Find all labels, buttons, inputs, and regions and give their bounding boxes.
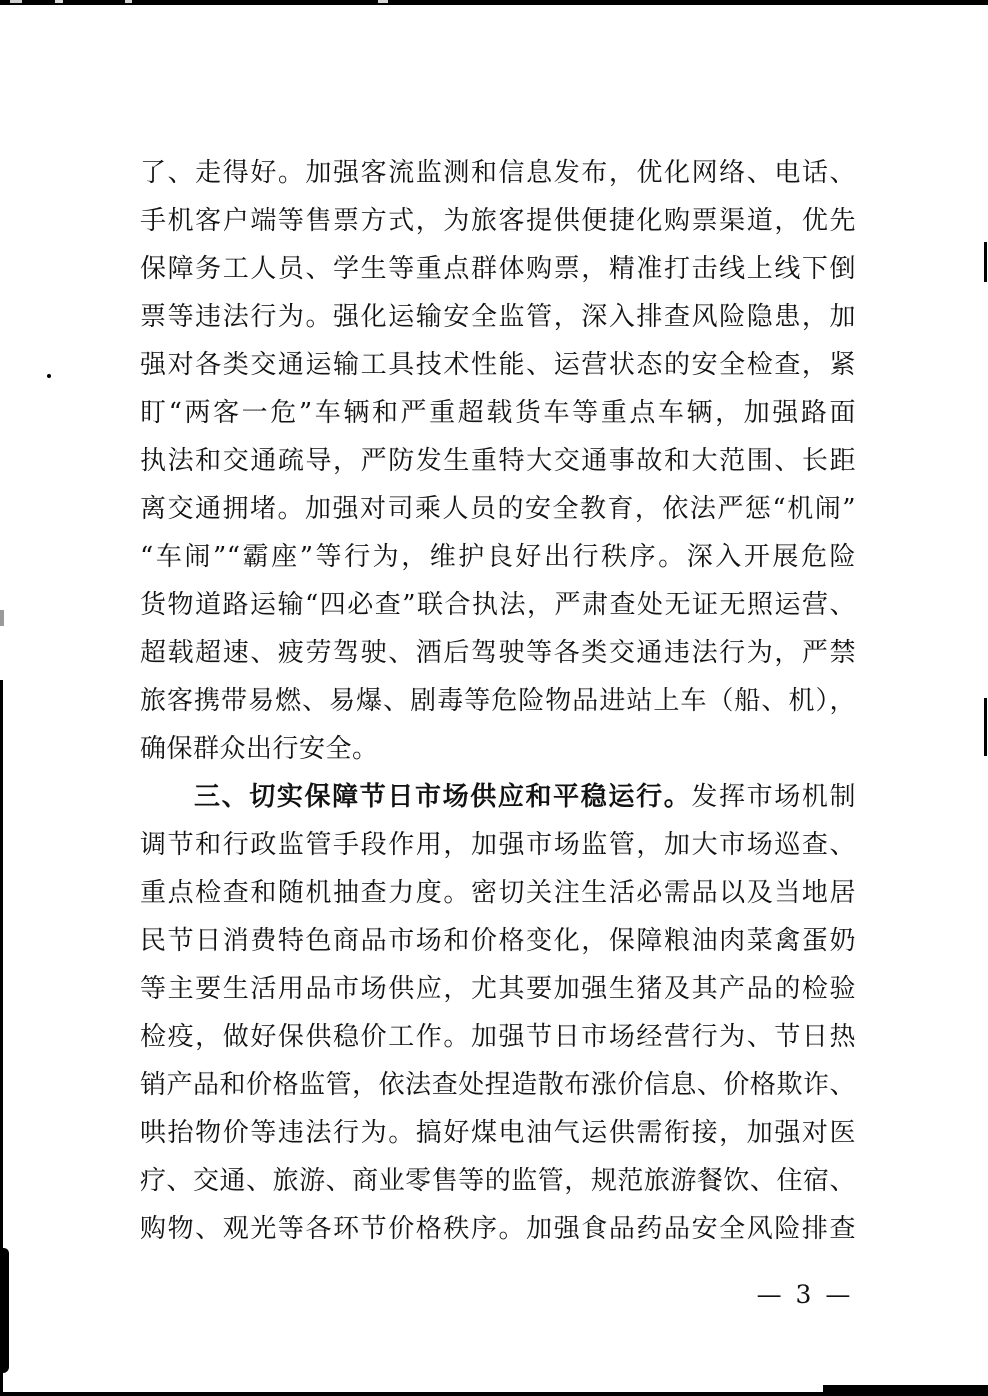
scan-artifact-bottom-bar-right: [823, 1385, 988, 1396]
body-text-line: 检疫，做好保供稳价工作。加强节日市场经营行为、节日热: [140, 1022, 856, 1052]
scan-artifact-left-edge-blob: [0, 1248, 9, 1373]
section3-heading-line: [140, 773, 856, 821]
body-text-line: 民节日消费特色商品市场和价格变化，保障粮油肉菜禽蛋奶: [140, 926, 856, 956]
scan-artifact-top-notch: [378, 0, 388, 3]
body-text-line: 执法和交通疏导，严防发生重特大交通事故和大范围、长距: [140, 446, 856, 476]
body-text-line: 超载超速、疲劳驾驶、酒后驾驶等各类交通违法行为，严禁: [140, 638, 856, 668]
scan-artifact-top-notch: [10, 0, 22, 3]
body-text-line: 疗、交通、旅游、商业零售等的监管，规范旅游餐饮、住宿、: [140, 1166, 856, 1196]
body-text-line: 保障务工人员、学生等重点群体购票，精准打击线上线下倒: [140, 254, 856, 284]
body-text-line: 销产品和价格监管，依法查处捏造散布涨价信息、价格欺诈、: [140, 1070, 856, 1100]
scan-artifact-ink-dot: [47, 374, 51, 378]
body-text-line: 哄抬物价等违法行为。搞好煤电油气运供需衔接，加强对医: [140, 1118, 856, 1148]
scan-artifact-right-dash: [984, 242, 987, 282]
body-text-line: 离交通拥堵。加强对司乘人员的安全教育，依法严惩“机闹”: [140, 494, 856, 524]
body-text-line: 购物、观光等各环节价格秩序。加强食品药品安全风险排查: [140, 1214, 856, 1244]
scan-artifact-left-speck: [0, 610, 4, 626]
body-text-line: 等主要生活用品市场供应，尤其要加强生猪及其产品的检验: [140, 974, 856, 1004]
body-text-line: 了、走得好。加强客流监测和信息发布，优化网络、电话、: [140, 158, 856, 188]
body-text-line: 盯“两客一危”车辆和严重超载货车等重点车辆，加强路面: [140, 398, 856, 428]
body-text-line: 货物道路运输“四必查”联合执法，严肃查处无证无照运营、: [140, 590, 856, 620]
scan-artifact-top-bar: [0, 0, 988, 5]
body-text-line: 手机客户端等售票方式，为旅客提供便捷化购票渠道，优先: [140, 206, 856, 236]
body-text-line: “车闹”“霸座”等行为，维护良好出行秩序。深入开展危险: [140, 542, 856, 572]
scan-artifact-right-dash: [984, 698, 987, 756]
body-text-line: 票等违法行为。强化运输安全监管，深入排查风险隐患，加: [140, 302, 856, 332]
body-text-line: 强对各类交通运输工具技术性能、运营状态的安全检查，紧: [140, 350, 856, 380]
section3-heading: 三、切实保障节日市场供应和平稳运行。: [194, 782, 692, 812]
page-number: — 3 —: [756, 1280, 854, 1309]
section3-heading-tail: 发挥市场机制: [691, 782, 856, 812]
body-text-line: 旅客携带易燃、易爆、剧毒等危险物品进站上车（船、机），: [140, 686, 856, 716]
body-text-line: 重点检查和随机抽查力度。密切关注生活必需品以及当地居: [140, 878, 856, 908]
body-text-line: 确保群众出行安全。: [140, 734, 379, 764]
scan-artifact-top-notch: [125, 0, 132, 3]
body-text-line: 调节和行政监管手段作用，加强市场监管，加大市场巡查、: [140, 830, 856, 860]
document-body: [140, 149, 856, 1253]
scan-artifact-top-notch: [55, 0, 63, 3]
